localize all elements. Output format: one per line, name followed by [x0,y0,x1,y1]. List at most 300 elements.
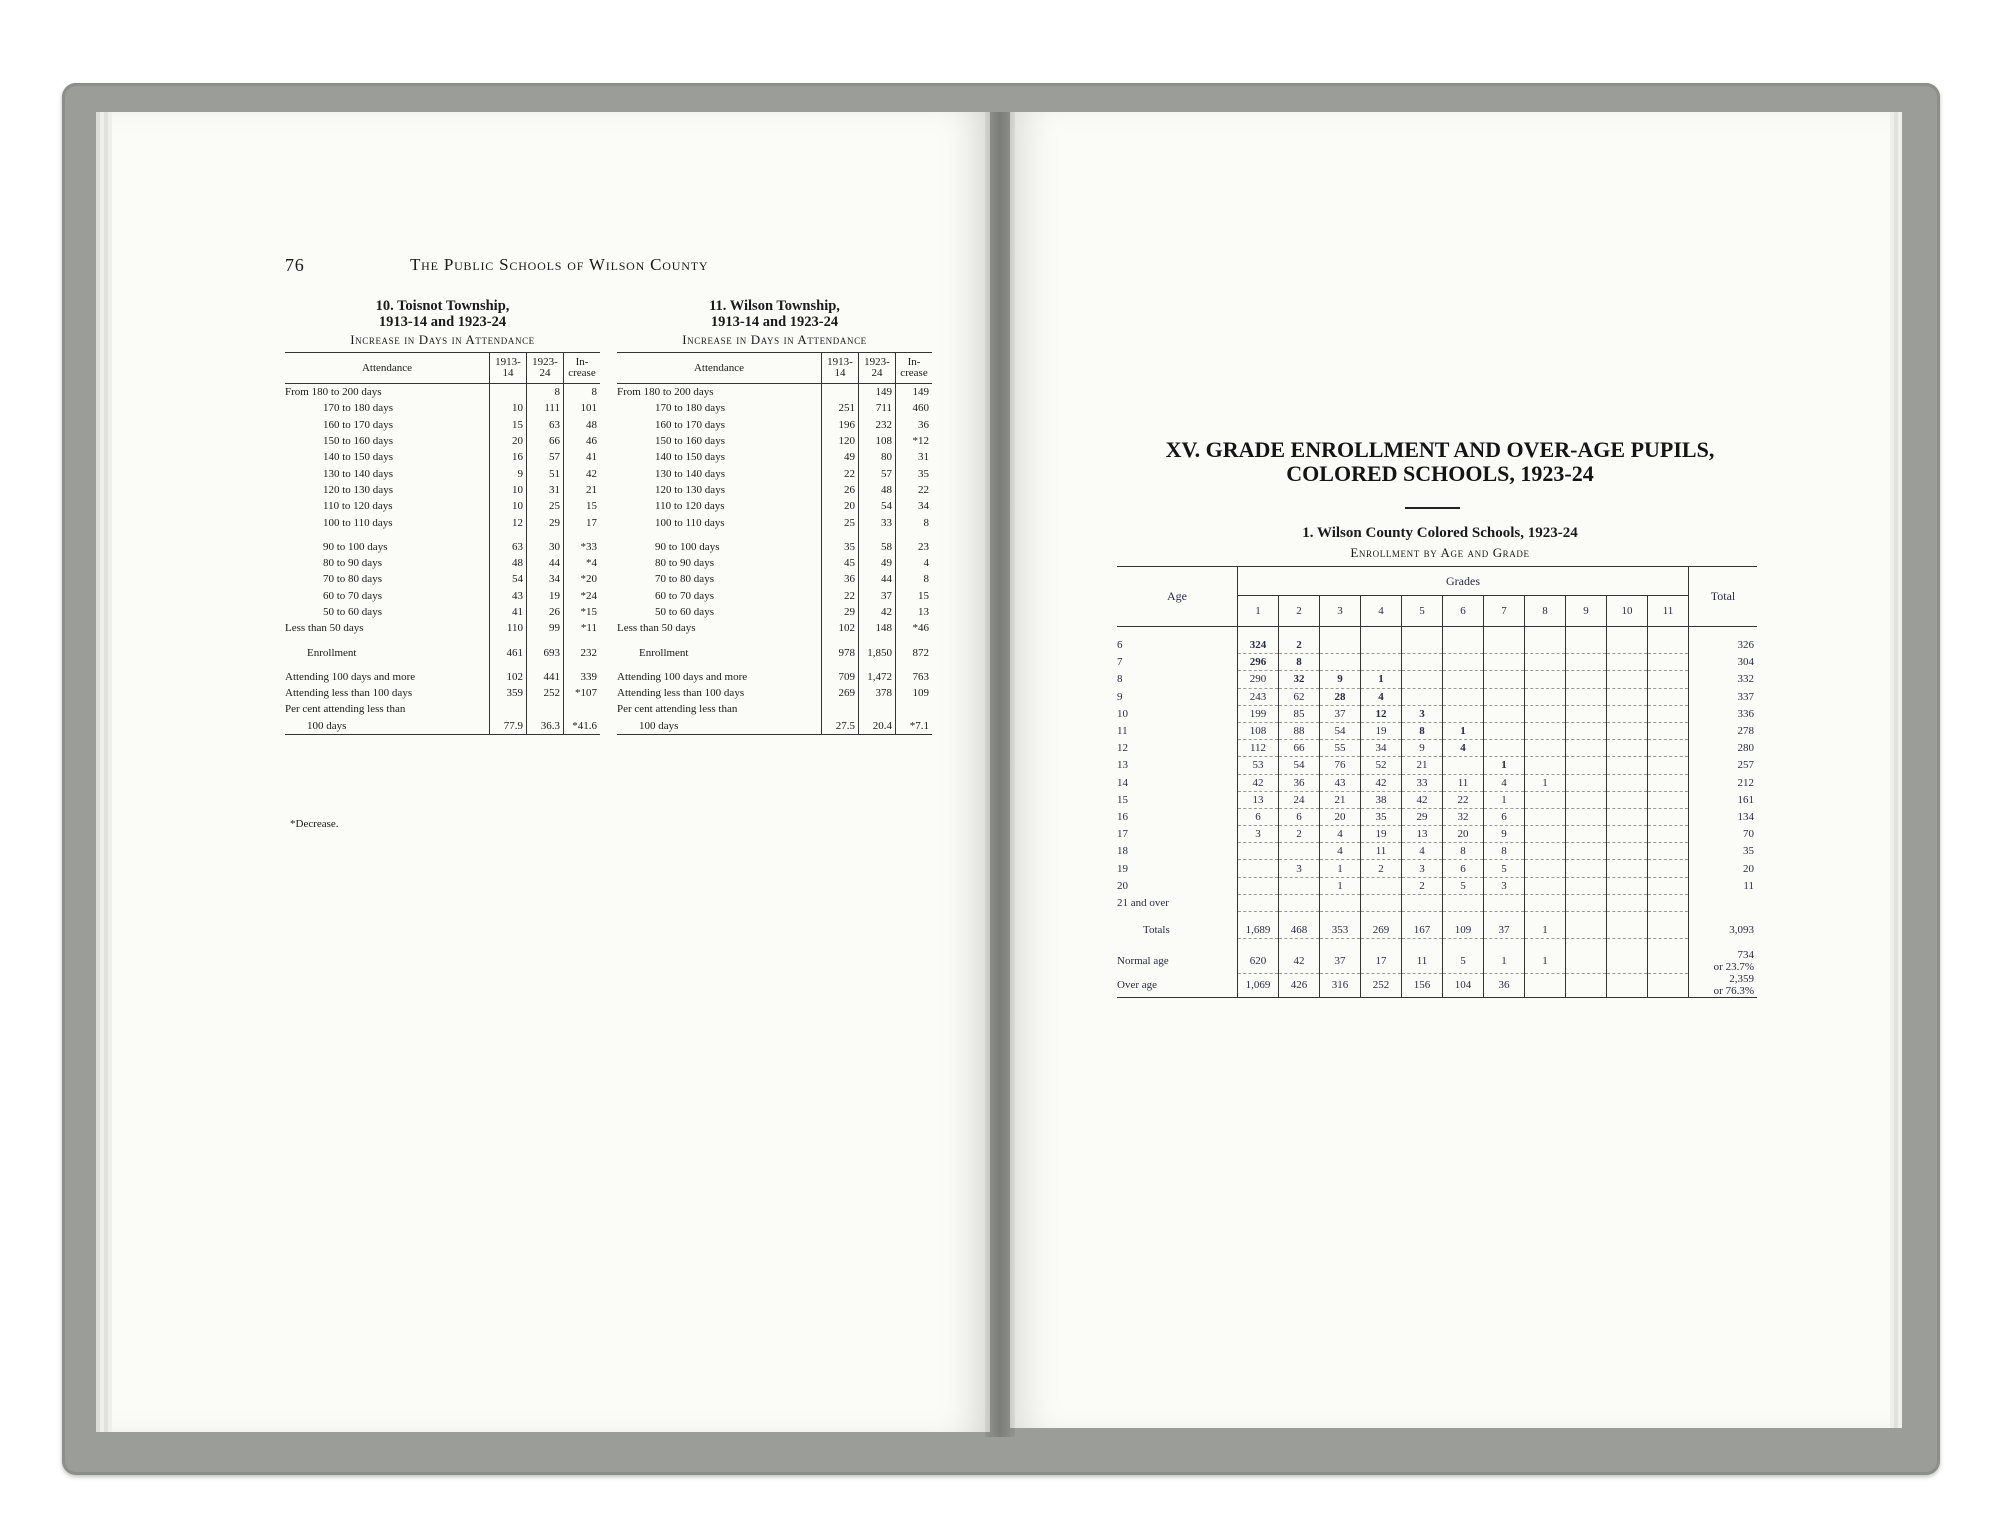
age-row [1117,774,1757,791]
enrollment-cell [1238,860,1279,877]
enrollment-cell [1525,808,1566,825]
table-cell: 31 [896,449,933,465]
table-cell: 339 [564,669,601,685]
enrollment-cell: 3 [1484,877,1525,894]
table-row [285,465,600,481]
normal-age-label: Normal age [1117,955,1169,968]
enrollment-cell [1525,757,1566,774]
table-cell [527,701,564,717]
table-cell: 15 [490,417,527,433]
age-label: 21 and over [1117,896,1169,909]
enrollment-cell [1238,843,1279,860]
enrollment-cell [1525,843,1566,860]
enrollment-cell: 20 [1443,826,1484,843]
table-row [617,400,932,416]
enrollment-cell [1443,688,1484,705]
enrollment-cell [1607,808,1648,825]
table-cell: 41 [564,449,601,465]
totals-label: Totals [1143,924,1170,937]
table-cell: 34 [896,498,933,514]
table-cell: 12 [490,514,527,530]
over-age-total [1689,973,1758,998]
enrollment-cell [1484,740,1525,757]
table-cell: 4 [896,555,933,571]
table-cell: 22 [822,588,859,604]
table-cell: 10 [490,482,527,498]
enrollment-cell [1525,894,1566,911]
grade-column-header: 10 [1607,596,1648,627]
enrollment-cell: 4 [1484,774,1525,791]
table-cell: 232 [564,644,601,660]
table-cell: 102 [490,669,527,685]
enrollment-cell [1648,808,1689,825]
enrollment-cell: 1 [1320,860,1361,877]
age-row [1117,637,1757,654]
row-label: 150 to 160 days [655,435,725,448]
table-cell: 63 [490,539,527,555]
column-header: In-crease [564,353,601,384]
row-total: 161 [1689,791,1758,808]
enrollment-cell [1238,894,1279,911]
enrollment-cell: 2 [1361,860,1402,877]
table-row [617,571,932,587]
table-cell: 8 [564,384,601,401]
column-header: 1923-24 [527,353,564,384]
age-row [1117,860,1757,877]
table-cell: 13 [896,604,933,620]
enrollment-cell: 4 [1361,688,1402,705]
enrollment-cell [1525,860,1566,877]
table-cell: *20 [564,571,601,587]
enrollment-cell [1566,843,1607,860]
enrollment-cell [1484,722,1525,739]
table-cell: 8 [896,571,933,587]
normal-age-cell: 17 [1361,949,1402,973]
enrollment-cell: 1 [1525,774,1566,791]
row-total: 134 [1689,808,1758,825]
enrollment-cell [1525,688,1566,705]
row-label: From 180 to 200 days [285,386,382,399]
row-label: Attending 100 days and more [285,670,416,683]
table-cell: 31 [527,482,564,498]
totals-cell: 468 [1279,922,1320,939]
enrollment-cell [1607,791,1648,808]
table-cell: 110 [490,620,527,636]
enrollment-cell [1648,774,1689,791]
row-label: 80 to 90 days [323,557,382,570]
row-label: 70 to 80 days [323,573,382,586]
column-header: Attendance [617,353,822,384]
enrollment-cell: 4 [1402,843,1443,860]
enrollment-cell: 5 [1443,877,1484,894]
enrollment-cell: 42 [1402,791,1443,808]
normal-age-row [1117,949,1757,973]
running-title: The Public Schools of Wilson County [410,255,709,274]
table-cell: 8 [896,514,933,530]
totals-cell: 167 [1402,922,1443,939]
enrollment-cell [1648,671,1689,688]
enrollment-cell [1361,637,1402,654]
enrollment-cell [1648,843,1689,860]
table-row [285,555,600,571]
table-row [617,449,932,465]
row-label: 130 to 140 days [323,467,393,480]
table-cell: 66 [527,433,564,449]
table-cell: 21 [564,482,601,498]
age-row [1117,894,1757,911]
table-cell [490,701,527,717]
title-rule [1405,507,1460,509]
enrollment-cell [1566,637,1607,654]
age-row [1117,654,1757,671]
table-cell: 26 [822,482,859,498]
table-cell: 378 [859,685,896,701]
enrollment-cell [1607,877,1648,894]
over-age-cell [1525,973,1566,998]
row-label: 120 to 130 days [655,483,725,496]
row-label: 90 to 100 days [655,540,720,553]
table-cell: 23 [896,539,933,555]
table-cell: 149 [896,384,933,401]
age-label: 17 [1117,828,1128,841]
table-cell: 27.5 [822,718,859,735]
row-total: 11 [1689,877,1758,894]
row-total: 70 [1689,826,1758,843]
enrollment-cell: 33 [1402,774,1443,791]
table-cell: 36 [822,571,859,587]
table-cell: 8 [527,384,564,401]
grade-column-header: 1 [1238,596,1279,627]
enrollment-cell: 2 [1402,877,1443,894]
over-age-row [1117,973,1757,998]
enrollment-cell: 66 [1279,740,1320,757]
age-row [1117,808,1757,825]
enrollment-cell [1484,705,1525,722]
table-cell: 978 [822,644,859,660]
table-cell: 25 [527,498,564,514]
row-label: 90 to 100 days [323,540,388,553]
table-row [285,701,600,717]
table-cell: *24 [564,588,601,604]
age-label: 7 [1117,656,1123,669]
table-row [285,514,600,530]
table-row [617,718,932,735]
row-total: 336 [1689,705,1758,722]
table-cell: 57 [527,449,564,465]
table-row [617,588,932,604]
table-cell: 441 [527,669,564,685]
enrollment-cell: 13 [1402,826,1443,843]
table-row [285,449,600,465]
table-row [285,400,600,416]
table-row [285,498,600,514]
enrollment-by-age-grade-table [1117,566,1757,998]
table-cell: 25 [822,514,859,530]
enrollment-cell [1320,894,1361,911]
enrollment-cell: 37 [1320,705,1361,722]
totals-cell: 353 [1320,922,1361,939]
table-row [285,620,600,636]
row-label: Less than 50 days [617,622,696,635]
enrollment-cell [1566,722,1607,739]
enrollment-cell [1566,826,1607,843]
table-row [285,417,600,433]
totals-cell [1607,922,1648,939]
row-label: 50 to 60 days [323,606,382,618]
table-cell: 37 [859,588,896,604]
totals-cell [1566,922,1607,939]
table-cell [822,384,859,401]
table-cell: 42 [859,604,896,620]
row-total: 280 [1689,740,1758,757]
enrollment-cell [1607,843,1648,860]
enrollment-cell [1279,877,1320,894]
column-header: 1913-14 [490,353,527,384]
enrollment-cell: 4 [1320,843,1361,860]
enrollment-cell: 4 [1320,826,1361,843]
normal-age-cell: 11 [1402,949,1443,973]
enrollment-cell: 38 [1361,791,1402,808]
table-cell: 45 [822,555,859,571]
table-subtitle: Increase in Days in Attendance [350,332,535,347]
table-row [285,644,600,660]
table-cell: 109 [896,685,933,701]
table-row [617,498,932,514]
table-cell: 33 [859,514,896,530]
table-cell: 460 [896,400,933,416]
enrollment-cell [1443,757,1484,774]
row-label: 140 to 150 days [655,451,725,464]
enrollment-cell [1648,894,1689,911]
age-row [1117,740,1757,757]
over-age-cell [1648,973,1689,998]
table-cell: 36.3 [527,718,564,735]
table-cell: 232 [859,417,896,433]
enrollment-cell: 8 [1443,843,1484,860]
grade-column-header: 5 [1402,596,1443,627]
row-label: 110 to 120 days [323,500,393,513]
table-cell: 48 [564,417,601,433]
table-cell: 54 [859,498,896,514]
age-row [1117,757,1757,774]
row-label: Attending 100 days and more [617,670,748,683]
enrollment-cell: 4 [1443,740,1484,757]
enrollment-cell: 6 [1238,808,1279,825]
normal-age-cell [1648,949,1689,973]
table-cell: 1,850 [859,644,896,660]
table-cell: 693 [527,644,564,660]
age-row [1117,671,1757,688]
enrollment-cell: 3 [1279,860,1320,877]
enrollment-cell: 5 [1484,860,1525,877]
enrollment-cell [1443,894,1484,911]
row-label: Per cent attending less than [285,703,406,716]
row-label: 100 days [307,719,347,732]
enrollment-table-title: 1. Wilson County Colored Schools, 1923-24 [1302,525,1578,541]
enrollment-cell: 11 [1443,774,1484,791]
enrollment-cell: 42 [1238,774,1279,791]
totals-row [1117,922,1757,939]
enrollment-cell: 6 [1484,808,1525,825]
enrollment-cell [1648,637,1689,654]
table-cell: 41 [490,604,527,620]
row-label: 120 to 130 days [323,483,393,496]
table-cell: 148 [859,620,896,636]
table-cell: 19 [527,588,564,604]
age-label: 19 [1117,862,1128,875]
enrollment-cell [1443,705,1484,722]
enrollment-cell [1607,894,1648,911]
enrollment-cell [1525,826,1566,843]
table-row [285,604,600,620]
over-age-total-count: 2,359 [1729,973,1754,986]
over-age-cell [1607,973,1648,998]
enrollment-cell [1566,654,1607,671]
enrollment-cell [1648,791,1689,808]
enrollment-cell: 54 [1320,722,1361,739]
totals-cell: 37 [1484,922,1525,939]
enrollment-cell [1607,637,1648,654]
row-label: Attending less than 100 days [285,687,413,700]
enrollment-cell [1484,637,1525,654]
normal-age-cell: 5 [1443,949,1484,973]
enrollment-cell [1607,826,1648,843]
row-label: 110 to 120 days [655,500,725,513]
table-row [285,539,600,555]
enrollment-cell: 32 [1279,671,1320,688]
table-cell: 26 [527,604,564,620]
table-row [617,514,932,530]
table-cell: *41.6 [564,718,601,735]
enrollment-cell [1566,757,1607,774]
enrollment-cell [1402,671,1443,688]
enrollment-cell: 19 [1361,826,1402,843]
table-cell: 872 [896,644,933,660]
table-cell: 63 [527,417,564,433]
row-total: 278 [1689,722,1758,739]
table-cell: 49 [822,449,859,465]
enrollment-cell [1402,894,1443,911]
age-label: 8 [1117,673,1123,686]
table-title-line2: 1913-14 and 1923-24 [710,314,839,330]
table-cell [490,384,527,401]
enrollment-cell [1361,654,1402,671]
totals-cell: 269 [1361,922,1402,939]
over-age-cell: 104 [1443,973,1484,998]
enrollment-cell [1566,877,1607,894]
row-label: 130 to 140 days [655,467,725,480]
enrollment-cell: 6 [1443,860,1484,877]
enrollment-cell [1648,740,1689,757]
column-header: 1923-24 [859,353,896,384]
normal-age-cell: 1 [1484,949,1525,973]
enrollment-cell [1607,654,1648,671]
enrollment-cell [1607,757,1648,774]
row-label: 150 to 160 days [323,435,393,448]
enrollment-cell [1525,791,1566,808]
table-cell: 251 [822,400,859,416]
row-label: 170 to 180 days [323,402,393,415]
enrollment-cell: 9 [1484,826,1525,843]
enrollment-cell: 88 [1279,722,1320,739]
over-age-cell: 316 [1320,973,1361,998]
table-row [285,718,600,735]
table-cell [564,701,601,717]
enrollment-cell [1484,894,1525,911]
grand-total: 3,093 [1689,922,1758,939]
table-cell: 20.4 [859,718,896,735]
table-title-line1: 11. Wilson Township, [709,298,840,314]
table-subtitle: Increase in Days in Attendance [682,332,867,347]
column-header: Attendance [285,353,490,384]
table-cell [896,701,933,717]
enrollment-cell [1525,671,1566,688]
table-cell: 359 [490,685,527,701]
row-total: 35 [1689,843,1758,860]
toisnot-township-table [285,298,600,735]
enrollment-cell: 8 [1402,722,1443,739]
table-cell: *11 [564,620,601,636]
table-cell: 48 [859,482,896,498]
table-cell: 46 [564,433,601,449]
table-row [617,669,932,685]
enrollment-cell: 22 [1443,791,1484,808]
enrollment-cell [1607,722,1648,739]
table-cell: 77.9 [490,718,527,735]
enrollment-cell: 9 [1402,740,1443,757]
enrollment-cell [1525,705,1566,722]
row-label: Attending less than 100 days [617,687,745,700]
enrollment-cell: 6 [1279,808,1320,825]
enrollment-cell: 32 [1443,808,1484,825]
enrollment-cell: 11 [1361,843,1402,860]
enrollment-cell [1402,654,1443,671]
row-label: Per cent attending less than [617,703,738,716]
age-label: 14 [1117,776,1128,789]
age-label: 11 [1117,725,1128,738]
table-title-line1: 10. Toisnot Township, [375,298,510,314]
enrollment-cell: 24 [1279,791,1320,808]
footnote: *Decrease. [290,818,339,830]
row-label: Less than 50 days [285,622,364,635]
row-label: 60 to 70 days [323,589,382,602]
enrollment-cell: 108 [1238,722,1279,739]
table-cell: 22 [896,482,933,498]
table-cell: 44 [527,555,564,571]
enrollment-cell: 54 [1279,757,1320,774]
age-label: 10 [1117,707,1128,720]
book-spine [985,112,1015,1437]
age-row [1117,877,1757,894]
enrollment-cell [1484,654,1525,671]
enrollment-cell: 3 [1402,705,1443,722]
enrollment-cell [1648,860,1689,877]
table-cell: 57 [859,465,896,481]
table-row [285,588,600,604]
enrollment-cell [1607,688,1648,705]
enrollment-cell [1402,637,1443,654]
age-row [1117,688,1757,705]
column-header: 1913-14 [822,353,859,384]
column-header: In-crease [896,353,933,384]
row-label: 50 to 60 days [655,606,714,618]
enrollment-cell: 42 [1361,774,1402,791]
wilson-township-table [617,298,932,735]
enrollment-cell [1648,826,1689,843]
row-label: 100 to 110 days [323,516,393,529]
table-cell: 461 [490,644,527,660]
table-cell: 269 [822,685,859,701]
